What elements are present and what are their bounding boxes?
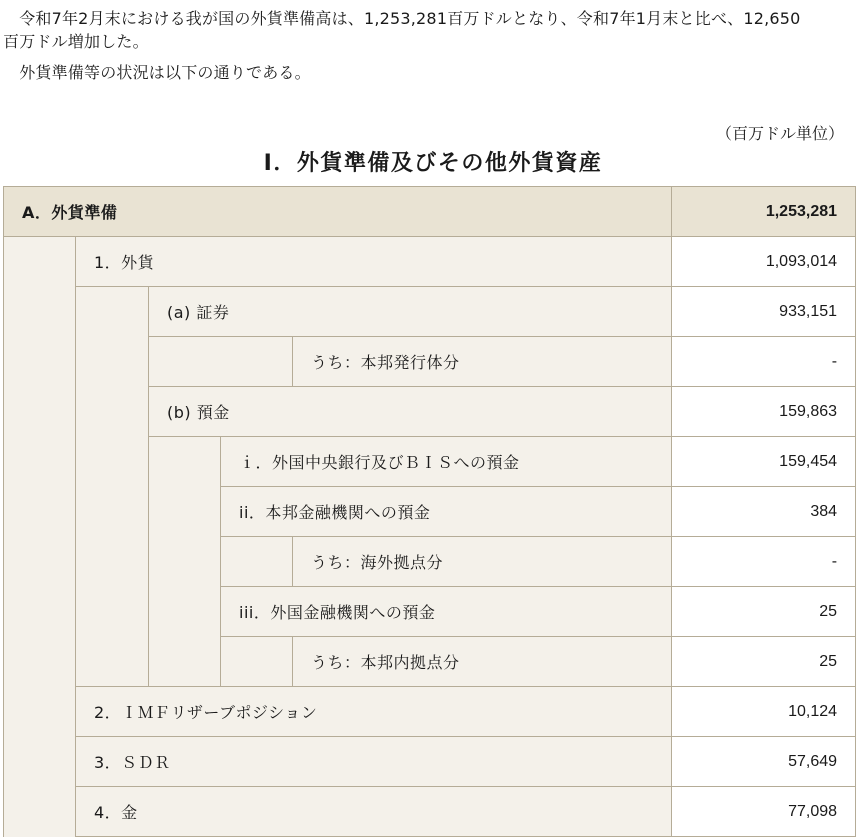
row-value: 1,253,281	[672, 187, 856, 237]
unit-note: （百万ドル単位）	[715, 124, 844, 143]
section-title: Ⅰ．外貨準備及びその他外貨資産	[263, 151, 603, 176]
intro-text-line-1: 令和7年2月末における我が国の外貨準備高は、1,253,281百万ドルとなり、令和7年1月末と比べ、12,650	[19, 9, 801, 28]
reserves-table	[3, 186, 856, 837]
intro-text-line-2: 百万ドル増加した。	[3, 32, 149, 51]
row-value: 25	[672, 587, 856, 637]
row-value: 384	[672, 487, 856, 537]
indent-cell	[221, 637, 293, 687]
table-row	[4, 237, 856, 287]
row-value: 159,454	[672, 437, 856, 487]
row-label: (a) 証券	[149, 287, 672, 337]
row-label: うち：本邦発行体分	[293, 337, 672, 387]
table-row	[4, 737, 856, 787]
row-value: -	[672, 337, 856, 387]
indent-cell	[4, 237, 76, 837]
row-value: 10,124	[672, 687, 856, 737]
table-row	[4, 787, 856, 837]
row-label: ｉ．外国中央銀行及びＢＩＳへの預金	[221, 437, 672, 487]
row-value: -	[672, 537, 856, 587]
row-label: iii．外国金融機関への預金	[221, 587, 672, 637]
row-label: うち：海外拠点分	[293, 537, 672, 587]
row-label: 3．ＳＤＲ	[76, 737, 672, 787]
row-label: ii．本邦金融機関への預金	[221, 487, 672, 537]
indent-cell	[149, 437, 221, 687]
row-value: 25	[672, 637, 856, 687]
indent-cell	[76, 287, 149, 687]
indent-cell	[221, 537, 293, 587]
indent-cell	[149, 337, 293, 387]
intro-text-line-3: 外貨準備等の状況は以下の通りである。	[19, 63, 311, 82]
row-label: (b) 預金	[149, 387, 672, 437]
row-label: 2．ＩＭＦリザーブポジション	[76, 687, 672, 737]
row-value: 933,151	[672, 287, 856, 337]
row-value: 159,863	[672, 387, 856, 437]
row-label: うち：本邦内拠点分	[293, 637, 672, 687]
table-row	[4, 287, 856, 337]
table-row	[4, 187, 856, 237]
row-label: 4．金	[76, 787, 672, 837]
row-value: 1,093,014	[672, 237, 856, 287]
row-value: 77,098	[672, 787, 856, 837]
row-label: 1．外貨	[76, 237, 672, 287]
row-value: 57,649	[672, 737, 856, 787]
table-row	[4, 687, 856, 737]
row-label: A．外貨準備	[4, 187, 672, 237]
